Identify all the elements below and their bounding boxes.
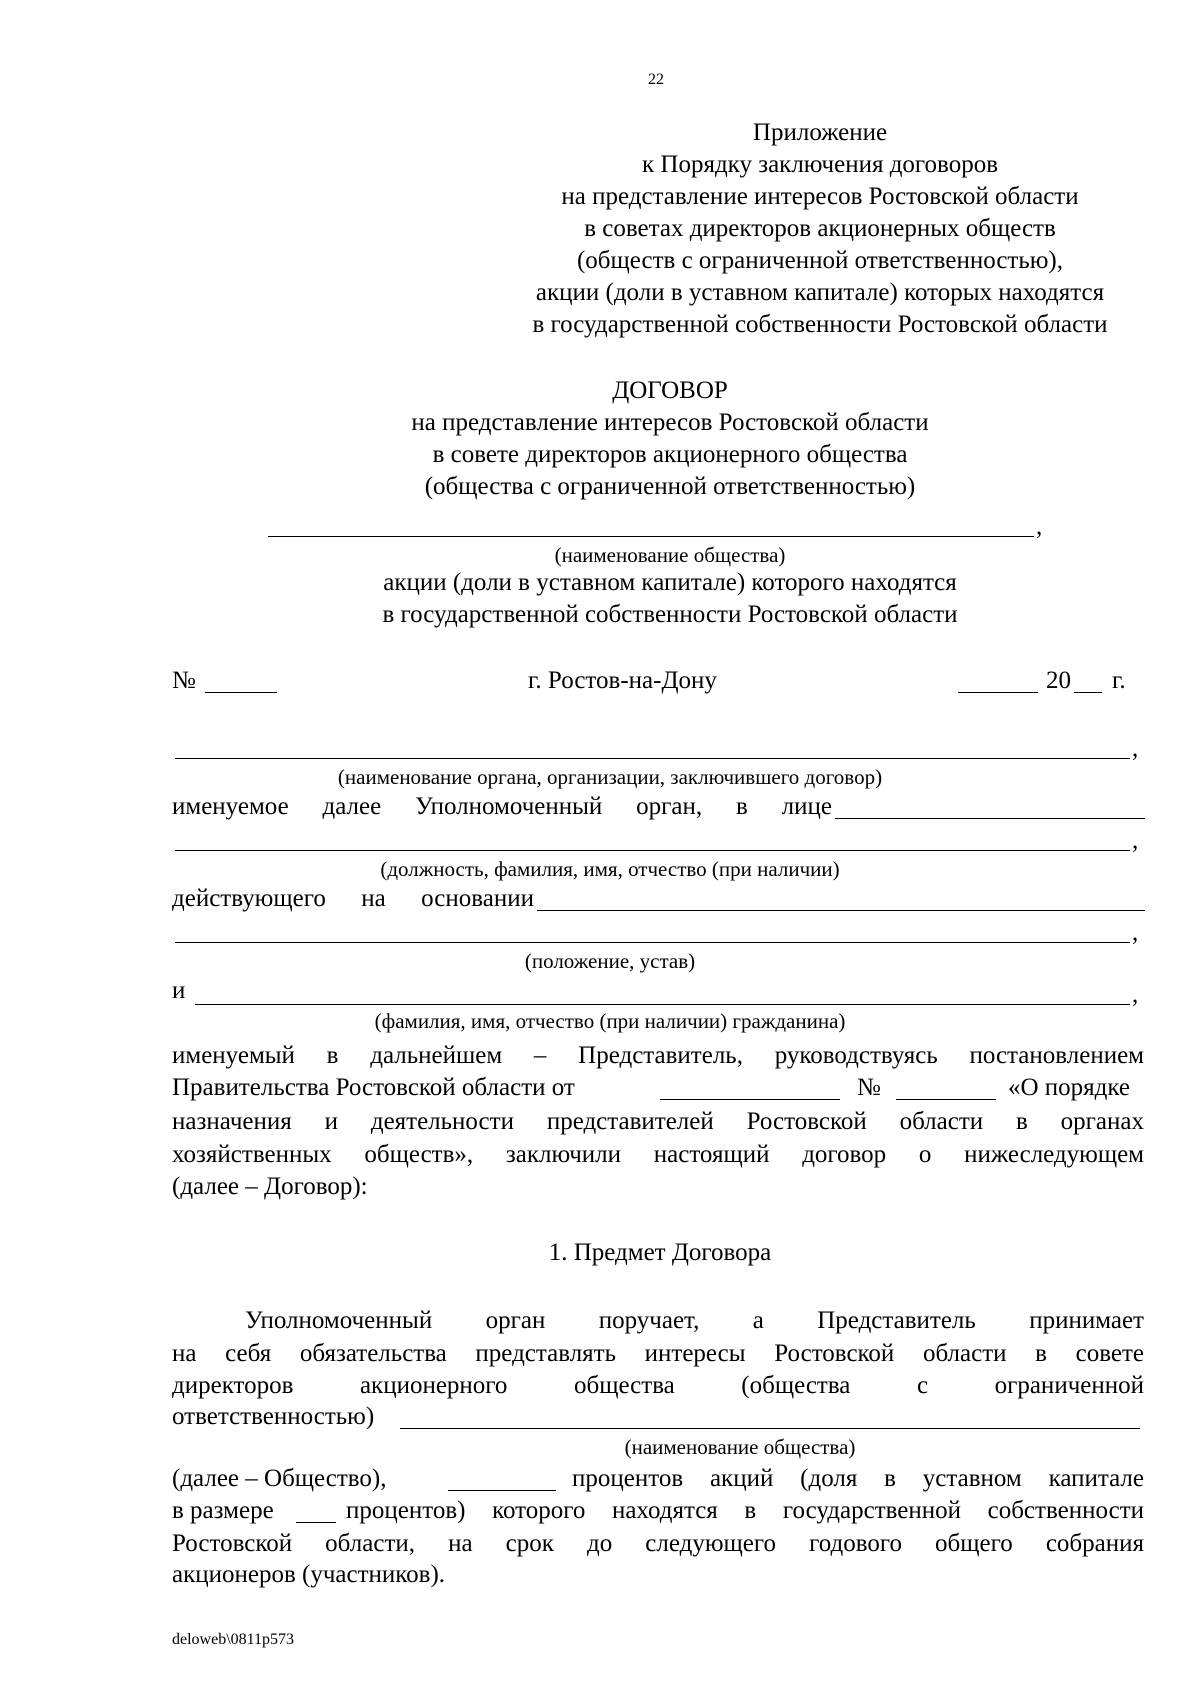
appendix-line: (обществ с ограниченной ответственностью),: [576, 247, 1063, 274]
year-prefix: 20: [1046, 667, 1071, 694]
para2-line2a: в размере: [172, 1497, 274, 1524]
decree-number-sign: №: [857, 1074, 881, 1101]
paragraph-line: Правительства Ростовской области от: [172, 1074, 575, 1101]
year-blank: [1074, 692, 1102, 693]
representative-blank: [835, 818, 1145, 819]
company-name-hint: (наименование общества): [554, 543, 786, 567]
appendix-line: на представление интересов Ростовской области: [561, 183, 1079, 210]
position-hint: (должность, фамилия, имя, отчество (при наличии): [380, 857, 840, 881]
shares-line: акции (доли в уставном капитале) которого находятся: [383, 569, 957, 596]
para2-mid: процентов акций (доля в уставном капитале: [572, 1465, 1144, 1492]
decree-date-blank: [660, 1099, 840, 1100]
paragraph-line: именуемый в дальнейшем – Представитель, руководствуясь постановлением: [172, 1042, 1144, 1069]
position-blank: [175, 850, 1130, 851]
comma: ,: [1132, 735, 1139, 762]
paragraph-line: назначения и деятельности представителей Ростовской области в органах: [172, 1108, 1144, 1135]
contract-title-line: (общества с ограниченной ответственностью): [424, 473, 916, 500]
basis-hint: (положение, устав): [524, 949, 696, 973]
comma: ,: [1132, 827, 1139, 854]
section-company-blank: [400, 1428, 1140, 1429]
comma: ,: [1036, 513, 1043, 540]
contract-title-line: в совете директоров акционерного общества: [432, 441, 908, 468]
city: г. Ростов-на-Дону: [528, 667, 717, 694]
acting-basis-text: действующего на основании: [172, 885, 534, 912]
citizen-hint: (фамилия, имя, отчество (при наличии) гражданина): [374, 1009, 846, 1033]
comma: ,: [1132, 981, 1139, 1008]
share-size-blank: [296, 1522, 336, 1523]
section-para-line: ответственностью): [172, 1403, 375, 1430]
para2-line4: акционеров (участников).: [172, 1561, 446, 1588]
section-company-hint: (наименование общества): [624, 1435, 856, 1459]
appendix-line: к Порядку заключения договоров: [642, 151, 998, 178]
company-name-blank: [268, 536, 1034, 537]
comma: ,: [1132, 919, 1139, 946]
basis-doc-blank: [175, 942, 1130, 943]
appendix-line: Приложение: [752, 119, 888, 146]
contract-number-blank: [205, 692, 277, 693]
paragraph-line: (далее – Договор):: [172, 1173, 368, 1200]
basis-blank: [537, 910, 1145, 911]
footer-code: deloweb\0811p573: [172, 1631, 295, 1648]
para2-line2b: процентов) которого находятся в государственной собственности: [346, 1497, 1144, 1524]
contract-title-line: на представление интересов Ростовской области: [411, 409, 929, 436]
organ-hint: (наименование органа, организации, заключившего договор): [337, 765, 883, 789]
section-para-line: на себя обязательства представлять интересы Ростовской области в совете: [172, 1340, 1144, 1367]
para2-start: (далее – Общество),: [172, 1465, 387, 1492]
section-para-line: Уполномоченный орган поручает, а Представитель принимает: [245, 1307, 1144, 1334]
organ-named-text: именуемое далее Уполномоченный орган, в лице: [172, 793, 832, 820]
para2-line3: Ростовской области, на срок до следующего годового общего собрания: [172, 1530, 1144, 1557]
page-number: 22: [648, 71, 664, 88]
paragraph-line: «О порядке: [1008, 1074, 1131, 1101]
year-suffix: г.: [1112, 667, 1126, 694]
decree-number-blank: [896, 1099, 996, 1100]
share-percent-blank: [448, 1490, 556, 1491]
contract-heading: ДОГОВОР: [612, 377, 728, 404]
appendix-line: в государственной собственности Ростовской области: [532, 311, 1108, 338]
section-heading: 1. Предмет Договора: [548, 1239, 772, 1266]
date-blank: [958, 692, 1038, 693]
and-label: и: [172, 977, 186, 1004]
contract-number-sign: №: [172, 667, 196, 694]
paragraph-line: хозяйственных обществ», заключили настоящий договор о нижеследующем: [172, 1141, 1144, 1168]
appendix-line: в советах директоров акционерных обществ: [584, 215, 1056, 242]
organ-blank: [175, 758, 1130, 759]
appendix-line: акции (доли в уставном капитале) которых находятся: [535, 279, 1105, 306]
citizen-blank: [195, 1004, 1130, 1005]
shares-line: в государственной собственности Ростовской области: [382, 601, 958, 628]
section-para-line: директоров акционерного общества (общества с ограниченной: [172, 1372, 1144, 1399]
